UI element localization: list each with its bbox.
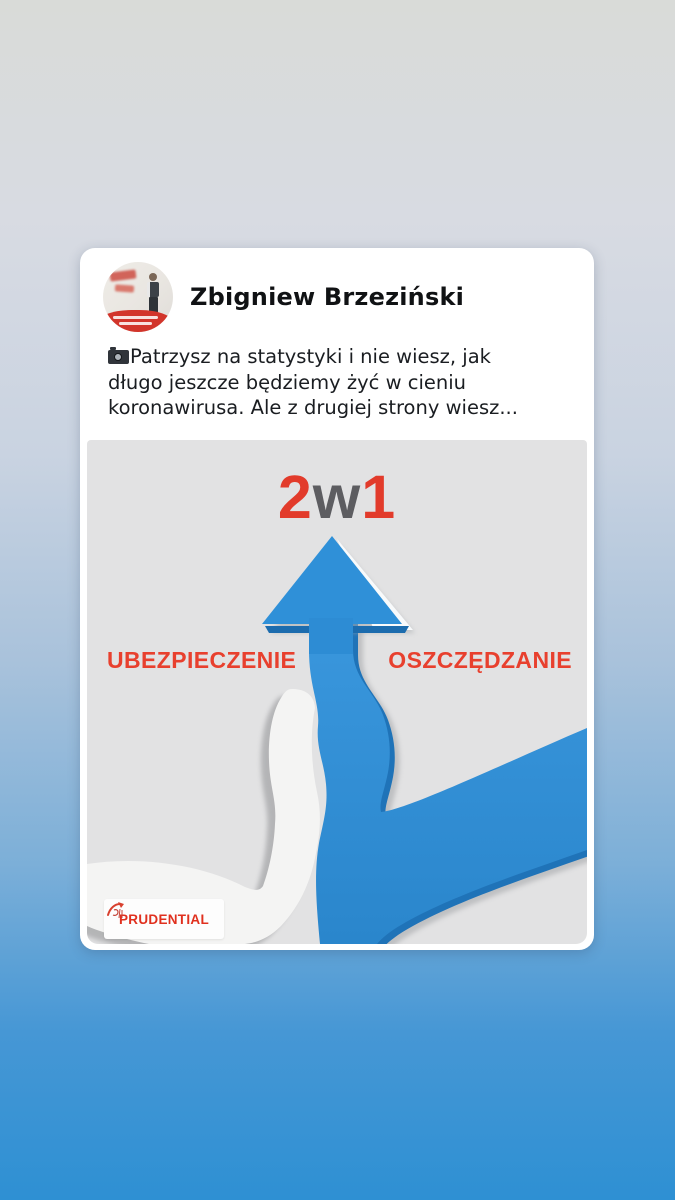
avatar[interactable] bbox=[103, 262, 173, 332]
label-ubezpieczenie: UBEZPIECZENIE bbox=[107, 647, 297, 673]
arrow-shaft bbox=[309, 618, 353, 654]
title-2: 2 bbox=[277, 463, 313, 531]
title-w: w bbox=[312, 463, 362, 531]
post-text-line-1: Patrzysz na statystyki i nie wiesz, jak bbox=[130, 345, 491, 368]
author-name[interactable]: Zbigniew Brzeziński bbox=[190, 283, 465, 311]
post-text bbox=[108, 344, 578, 421]
post-text-line-3: koronawirusa. Ale z drugiej strony wiesz... bbox=[108, 396, 518, 419]
arrowhead bbox=[262, 536, 402, 624]
camera-emoji-icon bbox=[108, 350, 129, 364]
prudential-logo-text: PRUDENTIAL bbox=[119, 911, 209, 927]
post-image[interactable] bbox=[87, 440, 587, 944]
post-card bbox=[80, 248, 594, 950]
avatar-photo-detail bbox=[110, 269, 137, 281]
post-text-line-2: długo jeszcze będziemy żyć w cieniu bbox=[108, 370, 466, 394]
avatar-photo-detail bbox=[115, 284, 134, 292]
post-header bbox=[103, 262, 464, 332]
graphic-title bbox=[87, 462, 587, 532]
avatar-red-banner bbox=[103, 310, 173, 332]
prudential-logo bbox=[104, 899, 224, 939]
post-text-line bbox=[108, 344, 578, 370]
title-1: 1 bbox=[361, 463, 397, 531]
prudence-figure-icon bbox=[105, 899, 127, 921]
label-oszczedzanie: OSZCZĘDZANIE bbox=[388, 647, 572, 673]
avatar-person-figure bbox=[146, 273, 160, 315]
